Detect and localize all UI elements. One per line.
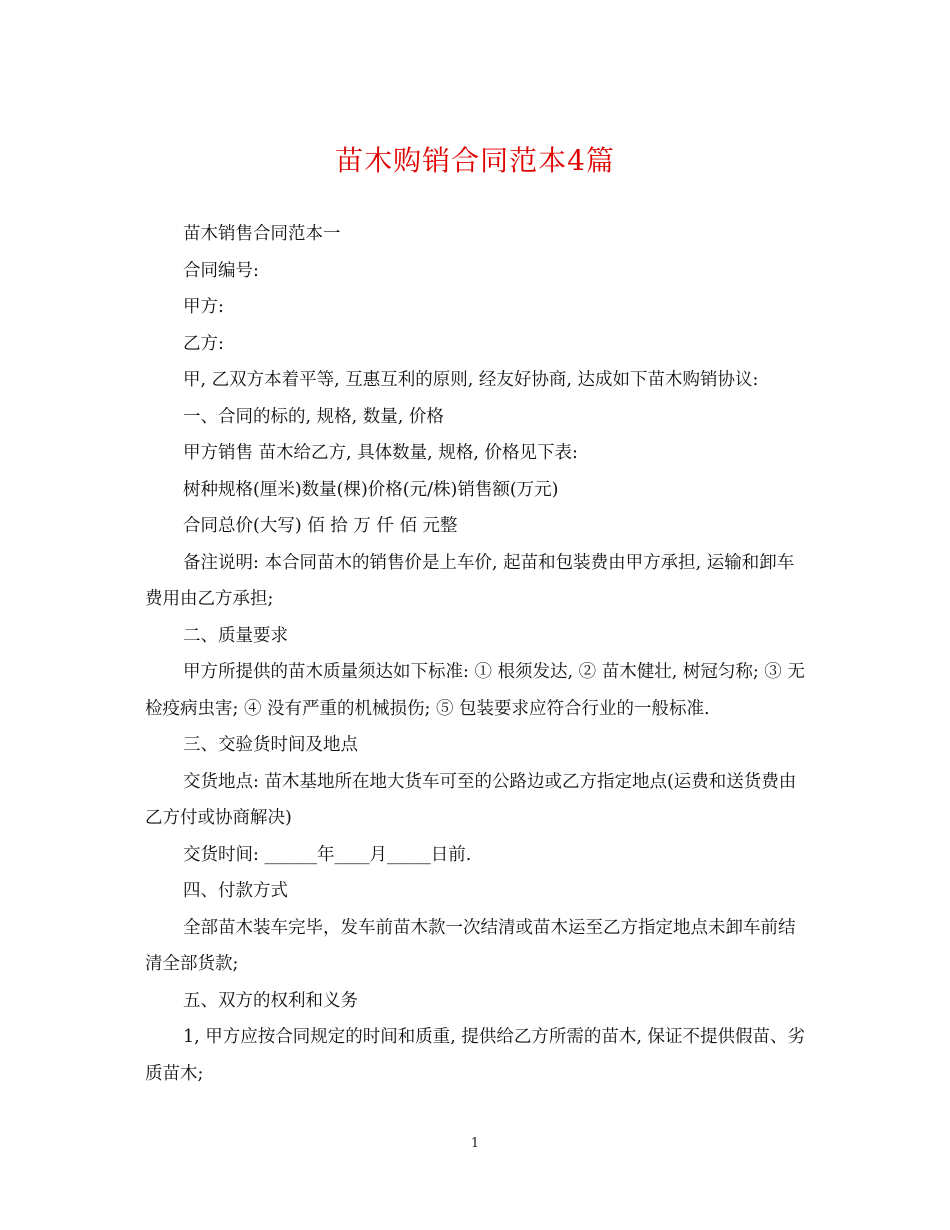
section-heading: 苗木销售合同范本一 xyxy=(183,224,341,244)
clause-heading: 二、质量要求 xyxy=(183,625,288,646)
clause-heading: 三、交验货时间及地点 xyxy=(183,735,358,755)
preamble-paragraph: 甲, 乙双方本着平等, 互惠互利的原则, 经友好协商, 达成如下苗木购销协议: xyxy=(183,370,759,390)
payment-paragraph: 全部苗木装车完毕，发车前苗木款一次结清或苗木运至乙方指定地点未卸车前结清全部货款; xyxy=(145,917,796,974)
party-a-field: 甲方: xyxy=(183,297,224,317)
document-title: 苗木购销合同范本4篇 xyxy=(335,144,615,177)
clause-heading: 五、双方的权利和义务 xyxy=(183,990,358,1011)
total-price-line: 合同总价(大写) 佰 拾 万 仟 佰 元整 xyxy=(183,516,458,536)
clause-heading: 四、付款方式 xyxy=(183,881,288,901)
delivery-location-paragraph: 交货地点: 苗木基地所在地大货车可至的公路边或乙方指定地点(运费和送货费由乙方付或协商解决) xyxy=(145,771,797,828)
page-number: 1 xyxy=(470,1136,480,1151)
party-b-field: 乙方: xyxy=(183,333,224,354)
clause-heading: 一、合同的标的, 规格, 数量, 价格 xyxy=(183,406,444,427)
obligation-paragraph: 1, 甲方应按合同规定的时间和质重, 提供给乙方所需的苗木, 保证不提供假苗、劣质苗木; xyxy=(145,1027,806,1084)
remarks-paragraph: 备注说明: 本合同苗木的销售价是上车价, 起苗和包装费由甲方承担, 运输和卸车费用由乙方承担; xyxy=(145,552,795,609)
contract-number-field: 合同编号: xyxy=(183,260,259,281)
table-header-line: 树种规格(厘米)数量(棵)价格(元/株)销售额(万元) xyxy=(183,479,559,500)
document-body xyxy=(145,216,810,1092)
quality-standards-paragraph: 甲方所提供的苗木质量须达如下标准: ① 根须发达, ② 苗木健壮, 树冠匀称; ③ 无检疫病虫害; ④ 没有严重的机械损伤; ⑤ 包装要求应符合行业的一般标准. xyxy=(145,662,805,719)
delivery-time-line: 交货时间: ______年____月_____日前. xyxy=(183,844,472,865)
body-paragraph: 甲方销售 苗木给乙方, 具体数量, 规格, 价格见下表: xyxy=(183,443,578,463)
